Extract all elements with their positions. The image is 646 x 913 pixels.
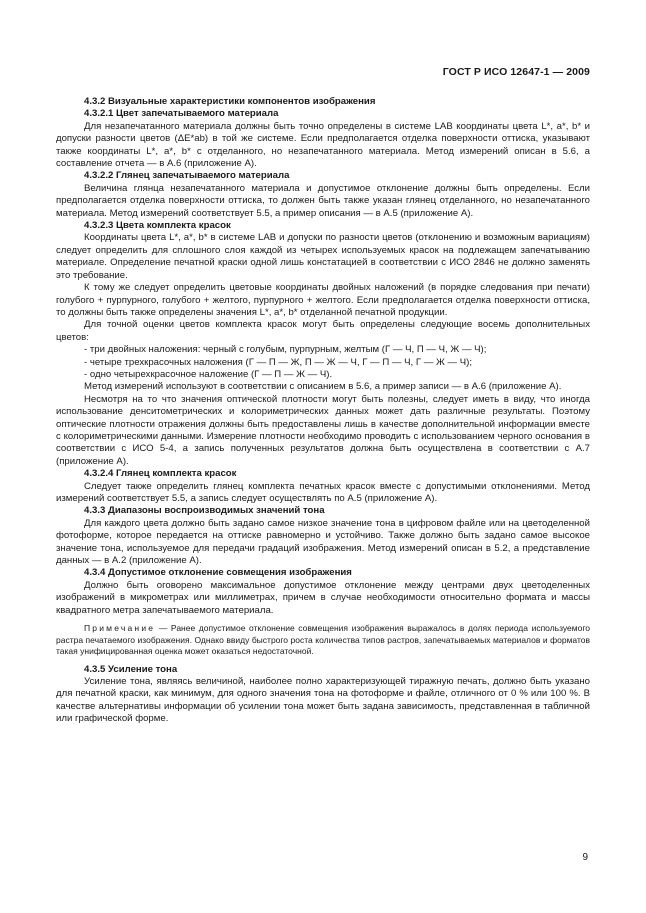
list-item: - три двойных наложения: черный с голубым, пурпурным, желтым (Г — Ч, П — Ч, Ж — Ч); xyxy=(84,344,487,356)
paragraph: Следует также определить глянец комплекта печатных красок вместе с допустимыми отклонениями. Метод измерений соответствует 5.5, а запись следует осуществлять по А.5 (приложение А). xyxy=(56,480,590,504)
heading-4-3-5: 4.3.5 Усиление тона xyxy=(84,663,178,675)
paragraph: Усиление тона, являясь величиной, наиболее полно характеризующей тиражную печать, должно быть указано для печатной краски, как минимум, для одного значения тона на фотоформе и файле, отличного от 0 % или 100 %. В качестве альтернативы информации об усилении тона может быть задана зависимость, представленная в табличной или графической форме. xyxy=(56,675,590,725)
paragraph: Для каждого цвета должно быть задано самое низкое значение тона в цифровом файле или на цветоделенной фотоформе, которое передается на оттиске равномерно и устойчиво. Также должно быть задано самое высокое значение тона, используемое для передачи градаций изображения. Метод измерений описан в 5.2, а представление данных — в А.2 (приложение А). xyxy=(56,517,590,567)
heading-4-3-2-3: 4.3.2.3 Цвета комплекта красок xyxy=(84,220,231,232)
list-item: - четыре трехкрасочных наложения (Г — П — Ж, П — Ж — Ч, Г — П — Ч, Г — Ж — Ч); xyxy=(84,356,473,368)
heading-4-3-2: 4.3.2 Визуальные характеристики компонентов изображения xyxy=(84,96,376,107)
heading-4-3-4: 4.3.4 Допустимое отклонение совмещения изображения xyxy=(84,567,352,579)
paragraph: Для незапечатанного материала должны быть точно определены в системе LAB координаты цвета L*, a*, b* и допуски разности цветов (ΔE*ab) в той же системе. Если предполагается отделка поверхности оттиска, указывают также координаты L*, a*, b* с отделанного, но незапечатанного материала. Метод измерений описан в 5.6, а составление отчета — в А.6 (приложение А). xyxy=(56,120,590,170)
paragraph: Величина глянца незапечатанного материала и допустимое отклонение должны быть определены. Если предполагается отделка поверхности оттиска, то должен быть также указан глянец отделанного, но незапечатанного материала. Метод измерений соответствует 5.5, а пример описания — в А.5 (приложение А). xyxy=(56,182,590,219)
note xyxy=(56,623,590,658)
standard-header: ГОСТ Р ИСО 12647-1 — 2009 xyxy=(442,66,590,78)
list-item: - одно четырехкрасочное наложение (Г — П — Ж — Ч). xyxy=(84,368,333,380)
note-text: — Ранее допустимое отклонение совмещения изображения выражалось в долях периода используемого растра печатаемого изображения. Однако ввиду быстрого роста количества типов растров, запечатываемых материалов и форматов такая унифицированная оценка может оказаться недостаточной. xyxy=(56,623,590,657)
page-number: 9 xyxy=(582,852,588,863)
heading-4-3-2-2: 4.3.2.2 Глянец запечатываемого материала xyxy=(84,170,290,182)
note-label: Примечание xyxy=(84,623,156,634)
paragraph: Для точной оценки цветов комплекта красок могут быть определены следующие восемь дополнительных цветов: xyxy=(56,319,590,343)
paragraph: Координаты цвета L*, a*, b* в системе LAB и допуски по разности цветов (отклонению и возможным вариациям) следует определить для сплошного слоя каждой из четырех используемых красок на подлежащем запечатыванию материале. Определение печатной краски одной лишь констатацией в соответствии с ИСО 2846 не должно заменять это требование. xyxy=(56,232,590,281)
paragraph: К тому же следует определить цветовые координаты двойных наложений (в порядке следования при печати) голубого + пурпурного, голубого + желтого, пурпурного + желтого. Если предполагается отделка поверхности оттиска, то должны быть также определены значения L*, a*, b* отделанной печатной продукции. xyxy=(56,282,590,318)
heading-4-3-3: 4.3.3 Диапазоны воспроизводимых значений тона xyxy=(84,505,325,517)
heading-4-3-2-1: 4.3.2.1 Цвет запечатываемого материала xyxy=(84,108,279,120)
document-body xyxy=(56,96,590,726)
paragraph: Должно быть оговорено максимальное допустимое отклонение между центрами двух цветоделенных изображений в микрометрах или миллиметрах, причем в случае необходимости относительно формата и массы квадратного метра запечатываемого материала. xyxy=(56,579,590,616)
paragraph: Несмотря на то что значения оптической плотности могут быть полезны, следует иметь в виду, что иногда использование денситометрических и колориметрических данных может дать различные результаты. Поэтому оптические плотности отражения должны быть предоставлены лишь в качестве дополнительной информации вместе с колориметрическими данными. Измерение плотности необходимо проводить с использованием черного основания в соответствии с ИСО 5-4, а запись полученных результатов должна быть осуществлена в соответствии с А.7 (приложение А). xyxy=(56,393,590,467)
paragraph: Метод измерений используют в соответствии с описанием в 5.6, а пример записи — в А.6 (приложение А). xyxy=(84,381,562,393)
heading-4-3-2-4: 4.3.2.4 Глянец комплекта красок xyxy=(84,468,237,480)
